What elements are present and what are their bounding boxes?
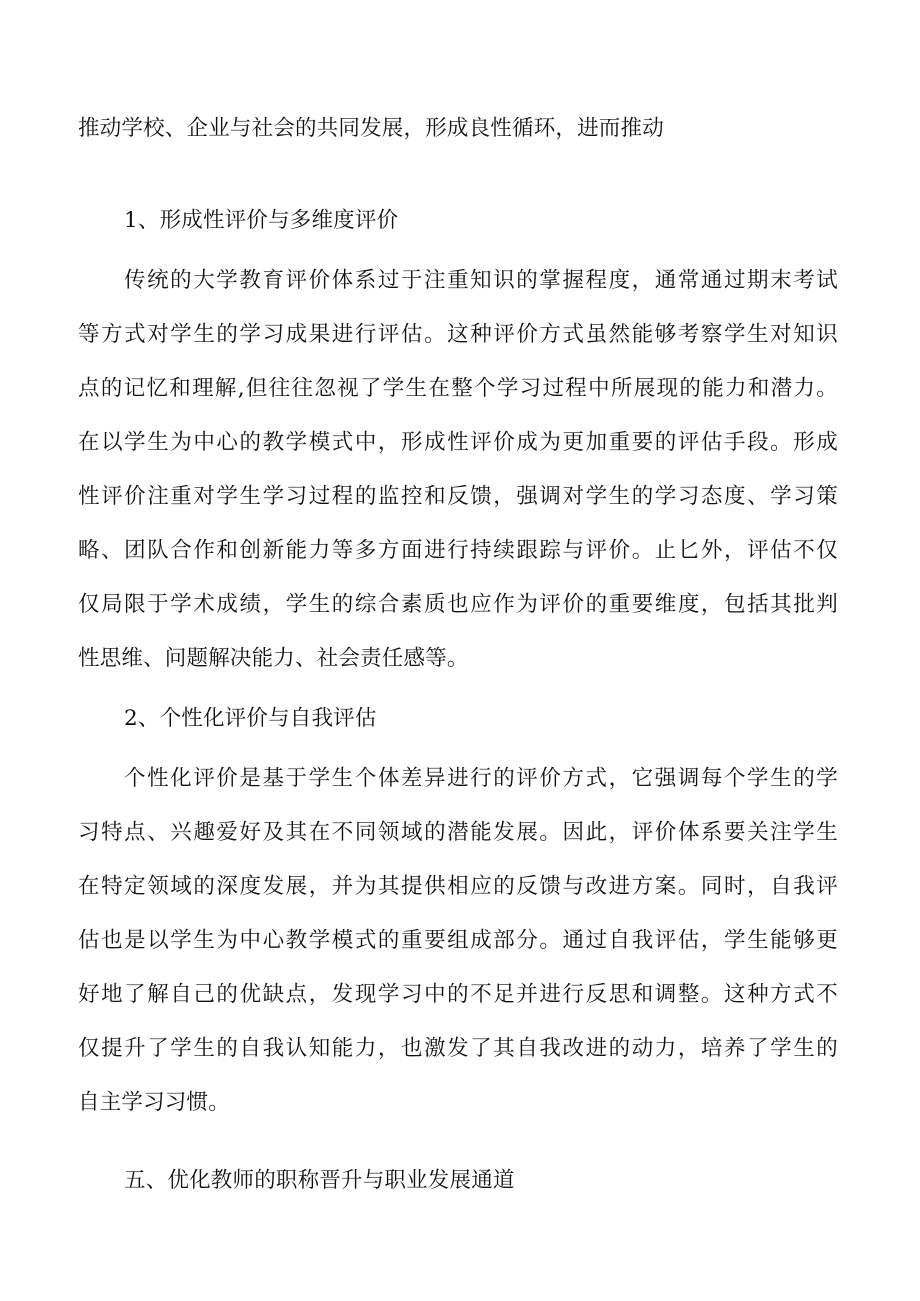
paragraph-line: 习特点、兴趣爱好及其在不同领域的潜能发展。因此，评价体系要关注学生	[78, 820, 838, 845]
paragraph-line: 估也是以学生为中心教学模式的重要组成部分。通过自我评估，学生能够更	[78, 928, 838, 953]
paragraph-line: 仅提升了学生的自我认知能力，也激发了其自我改进的动力，培养了学生的	[78, 1036, 838, 1061]
paragraph-line: 性评价注重对学生学习过程的监控和反馈，强调对学生的学习态度、学习策	[78, 484, 838, 509]
paragraph-line: 个性化评价是基于学生个体差异进行的评价方式，它强调每个学生的学	[124, 766, 838, 791]
chapter-heading: 五、优化教师的职称晋升与职业发展通道	[124, 1168, 515, 1193]
paragraph-line: 好地了解自己的优缺点，发现学习中的不足并进行反思和调整。这种方式不	[78, 982, 838, 1007]
paragraph-line: 在特定领域的深度发展，并为其提供相应的反馈与改进方案。同时，自我评	[78, 874, 838, 899]
paragraph-line: 略、团队合作和创新能力等多方面进行持续跟踪与评价。止匕外，评估不仅	[78, 538, 838, 563]
section-heading-2: 2、个性化评价与自我评估	[124, 706, 377, 731]
section-heading-1: 1、形成性评价与多维度评价	[124, 208, 399, 233]
top-text-line: 推动学校、企业与社会的共同发展，形成良性循环，进而推动	[78, 116, 664, 141]
paragraph-line: 传统的大学教育评价体系过于注重知识的掌握程度，通常通过期末考试	[124, 268, 838, 293]
paragraph-line: 性思维、问题解决能力、社会责任感等。	[78, 646, 469, 671]
paragraph-line: 仅局限于学术成绩，学生的综合素质也应作为评价的重要维度，包括其批判	[78, 592, 838, 617]
paragraph-line: 等方式对学生的学习成果进行评估。这种评价方式虽然能够考察学生对知识	[78, 322, 838, 347]
paragraph-line: 自主学习习惯。	[78, 1090, 230, 1115]
paragraph-line: 在以学生为中心的教学模式中，形成性评价成为更加重要的评估手段。形成	[78, 430, 838, 455]
paragraph-line: 点的记忆和理解,但往往忽视了学生在整个学习过程中所展现的能力和潜力。	[78, 376, 838, 401]
